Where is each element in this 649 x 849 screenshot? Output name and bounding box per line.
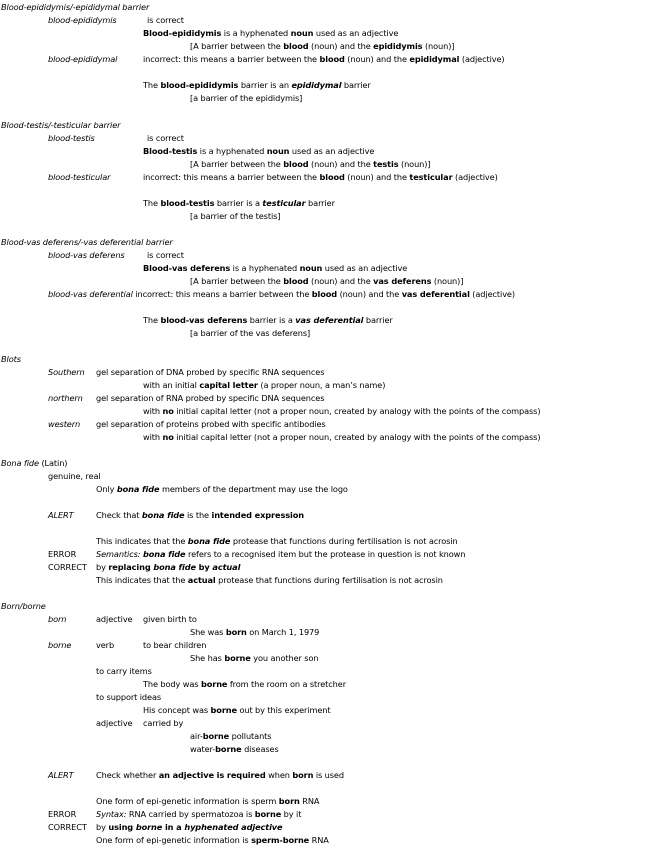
bold-word: blood-epididymis [160, 80, 239, 90]
bold-word: borne [200, 679, 228, 689]
text-run: by [96, 562, 109, 572]
text-run: Check that [96, 510, 142, 520]
bold-italic-word: bona fide [142, 549, 186, 559]
text-run: with an initial [143, 380, 200, 390]
bold-word: borne [210, 705, 237, 715]
bold-word: in a [162, 822, 185, 832]
text-run: (Latin) [38, 458, 68, 468]
fixed-line [96, 835, 329, 845]
bold-word: blood [311, 289, 338, 299]
text-run: out by this experiment [236, 705, 331, 715]
text-run: members of the department may use the logo [159, 484, 348, 494]
definition-carried-by: carried by [143, 718, 184, 728]
term-blood-vas-deferential: blood-vas deferential [48, 289, 133, 299]
bold-italic-word: actual [212, 562, 241, 572]
text-run: (noun)] [422, 41, 455, 51]
term-status: is correct [147, 15, 184, 25]
text-run: (noun) and the [308, 159, 374, 169]
example-gloss: [a barrier of the testis] [190, 211, 281, 221]
term-status: is correct [147, 250, 184, 260]
pos-born: adjective [96, 614, 133, 624]
bold-word: epididymal [409, 54, 460, 64]
bold-word: borne [202, 731, 230, 741]
text-run: barrier [341, 80, 371, 90]
text-run: She was [190, 627, 226, 637]
term-borne: borne [48, 640, 72, 650]
text-run: (adjective) [469, 289, 515, 299]
term-blood-epididymal: blood-epididymal [48, 54, 118, 64]
example-gloss: [a barrier of the epididymis] [190, 93, 303, 103]
text-run: is the [184, 510, 212, 520]
explanation-line [143, 28, 398, 38]
text-run: The body was [143, 679, 201, 689]
note-southern [143, 380, 385, 390]
bold-word: intended expression [211, 510, 304, 520]
italic-label: Semantics: [96, 549, 143, 559]
bold-italic-word: epididymal [291, 80, 342, 90]
correct-label: CORRECT [48, 822, 87, 832]
bold-term: Blood-epididymis [143, 28, 222, 38]
text-run: (a proper noun, a man’s name) [257, 380, 386, 390]
meaning: genuine, real [48, 471, 101, 481]
section-heading-bona-fide [1, 458, 67, 468]
text-run: used as an adjective [289, 146, 375, 156]
bold-italic-word: vas deferential [295, 315, 364, 325]
text-run: refers to a recognised item but the protease in question is not known [185, 549, 466, 559]
text-run: RNA [309, 835, 329, 845]
text-run: RNA carried by spermatozoa is [126, 809, 255, 819]
error-text [96, 809, 301, 819]
incorrect-line [143, 54, 505, 64]
explanation-line [143, 263, 407, 273]
example-line [143, 198, 335, 208]
error-text [96, 549, 465, 559]
bold-word: no [162, 406, 174, 416]
bold-italic-word: bona fide [116, 484, 160, 494]
text-run: barrier [363, 315, 393, 325]
bold-word: capital letter [199, 380, 258, 390]
bold-word: an adjective is required [158, 770, 266, 780]
bold-word: born [292, 770, 314, 780]
explanation-line [143, 146, 374, 156]
example-gloss: [a barrier of the vas deferens] [190, 328, 311, 338]
text-run: (adjective) [459, 54, 505, 64]
text-run: protease that functions during fertilisation is not acrosin [215, 575, 443, 585]
text-run: incorrect: this means a barrier between the [132, 289, 312, 299]
bold-word: testis [373, 159, 399, 169]
fixed-line [96, 575, 443, 585]
error-label: ERROR [48, 549, 77, 559]
bold-word: sperm-borne [251, 835, 310, 845]
text-run: protease that functions during fertilisation is not acrosin [230, 536, 458, 546]
text-run: with [143, 432, 163, 442]
text-run: is a hyphenated [197, 146, 267, 156]
example-line [143, 315, 393, 325]
bold-italic-word: bona fide [153, 562, 196, 572]
bold-word: noun [299, 263, 323, 273]
bold-word: borne [215, 744, 242, 754]
text-run: [A barrier between the [190, 159, 284, 169]
text-run: (noun)] [431, 276, 464, 286]
section-heading-blots: Blots [1, 354, 21, 364]
bold-italic-word: borne [135, 822, 163, 832]
text-run: incorrect: this means a barrier between the [143, 172, 320, 182]
term-blood-epididymis: blood-epididymis [48, 15, 117, 25]
text-run: when [265, 770, 293, 780]
text-run: One form of epi-genetic information is [96, 835, 252, 845]
term-western: western [48, 419, 81, 429]
text-run: initial capital letter (not a proper noun, created by analogy with the points of the compass) [173, 406, 541, 416]
term-blood-testicular: blood-testicular [48, 172, 111, 182]
pos-borne: verb [96, 640, 115, 650]
text-run: The [143, 315, 161, 325]
case-line [96, 536, 458, 546]
incorrect-row [48, 289, 515, 299]
example-bear-children [190, 653, 318, 663]
text-run: [A barrier between the [190, 41, 284, 51]
bold-word: blood-vas deferens [160, 315, 248, 325]
text-run: She has [190, 653, 225, 663]
text-run: (noun) and the [337, 289, 402, 299]
example-support [143, 705, 330, 715]
text-run: air- [190, 731, 203, 741]
text-run: barrier is a [214, 198, 263, 208]
definition-western: gel separation of proteins probed with specific antibodies [96, 419, 326, 429]
bold-italic-word: hyphenated adjective [184, 822, 283, 832]
bold-word: vas deferential [401, 289, 470, 299]
example-waterborne [190, 744, 279, 754]
text-run: barrier is a [247, 315, 296, 325]
example-airborne [190, 731, 271, 741]
section-heading-born-borne: Born/borne [1, 601, 46, 611]
bold-term: Blood-vas deferens [143, 263, 231, 273]
bold-word: testicular [409, 172, 453, 182]
bold-word: blood-testis [160, 198, 215, 208]
text-run: (noun)] [398, 159, 431, 169]
bold-word: using [108, 822, 136, 832]
text-run: RNA [299, 796, 320, 806]
bold-word: noun [290, 28, 314, 38]
term-blood-vas-deferens: blood-vas deferens [48, 250, 125, 260]
definition-support: to support ideas [96, 692, 162, 702]
bold-word: born [278, 796, 300, 806]
bold-italic-word: bona fide [187, 536, 231, 546]
text-run: is a hyphenated [230, 263, 300, 273]
alert-text [96, 770, 344, 780]
text-run: water- [190, 744, 216, 754]
section-heading-blood-epididymis: Blood-epididymis/-epididymal barrier [1, 2, 150, 12]
bold-word: borne [224, 653, 251, 663]
alert-label: ALERT [48, 770, 74, 780]
bold-italic-word: testicular [262, 198, 306, 208]
term-southern: Southern [48, 367, 85, 377]
text-run: incorrect: this means a barrier between the [143, 54, 320, 64]
text-run: you another son [250, 653, 319, 663]
text-run: (adjective) [452, 172, 498, 182]
text-run: barrier is an [238, 80, 292, 90]
text-run: Check whether [96, 770, 159, 780]
bold-word: blood [283, 41, 309, 51]
case-line [96, 796, 319, 806]
bold-word: by [195, 562, 213, 572]
correct-label: CORRECT [48, 562, 87, 572]
bold-word: actual [187, 575, 216, 585]
gloss-line [190, 276, 463, 286]
definition-born: given birth to [143, 614, 197, 624]
note-western [143, 432, 540, 442]
term-status: is correct [147, 133, 184, 143]
term-born: born [48, 614, 67, 624]
text-run: (noun) and the [308, 41, 374, 51]
text-run: The [143, 198, 161, 208]
text-run: (noun) and the [344, 54, 410, 64]
text-run: from the room on a stretcher [227, 679, 346, 689]
correct-text [96, 822, 283, 832]
note-northern [143, 406, 540, 416]
text-run: This indicates that the [96, 536, 188, 546]
bold-term: Blood-testis [143, 146, 198, 156]
text-run: (noun) and the [308, 276, 374, 286]
text-run: This indicates that the [96, 575, 188, 585]
example-carry [143, 679, 346, 689]
text-run: used as an adjective [322, 263, 408, 273]
text-run: The [143, 80, 161, 90]
text-run: One form of epi-genetic information is sperm [96, 796, 279, 806]
section-heading-blood-testis: Blood-testis/-testicular barrier [1, 120, 121, 130]
bold-word: borne [254, 809, 282, 819]
text-run: initial capital letter (not a proper noun, created by analogy with the points of the compass) [173, 432, 541, 442]
text-run: is a hyphenated [221, 28, 291, 38]
text-run: by it [281, 809, 302, 819]
incorrect-line [143, 172, 498, 182]
term-blood-testis: blood-testis [48, 133, 95, 143]
bold-word: blood [283, 159, 309, 169]
bold-word: vas deferens [373, 276, 432, 286]
error-label: ERROR [48, 809, 77, 819]
bold-italic-word: bona fide [141, 510, 185, 520]
example-line [96, 484, 348, 494]
bold-word: born [225, 627, 247, 637]
definition-northern: gel separation of RNA probed by specific DNA sequences [96, 393, 325, 403]
gloss-line [190, 159, 430, 169]
text-run: (noun) and the [344, 172, 410, 182]
text-run: barrier [305, 198, 335, 208]
text-run: diseases [241, 744, 279, 754]
gloss-line [190, 41, 454, 51]
bold-word: no [162, 432, 174, 442]
text-run: [A barrier between the [190, 276, 284, 286]
text-run: used as an adjective [313, 28, 399, 38]
text-run: on March 1, 1979 [246, 627, 320, 637]
bold-word: epididymis [373, 41, 423, 51]
text-run: by [96, 822, 109, 832]
example-born [190, 627, 319, 637]
section-heading-blood-vas-deferens: Blood-vas deferens/-vas deferential barrier [1, 237, 173, 247]
pos-adjective: adjective [96, 718, 133, 728]
text-run: Only [96, 484, 117, 494]
bold-word: blood [283, 276, 309, 286]
text-run: His concept was [143, 705, 211, 715]
definition-carry: to carry items [96, 666, 152, 676]
bold-word: blood [319, 172, 345, 182]
text-run: with [143, 406, 163, 416]
term-northern: northern [48, 393, 83, 403]
text-run: pollutants [229, 731, 272, 741]
bold-word: blood [319, 54, 345, 64]
italic-label: Syntax: [96, 809, 127, 819]
alert-label: ALERT [48, 510, 74, 520]
correct-text [96, 562, 240, 572]
definition-southern: gel separation of DNA probed by specific RNA sequences [96, 367, 325, 377]
bold-word: replacing [108, 562, 154, 572]
bold-word: noun [266, 146, 290, 156]
heading-term: Bona fide [1, 458, 39, 468]
definition-bear-children: to bear children [143, 640, 207, 650]
text-run: is used [313, 770, 344, 780]
example-line [143, 80, 371, 90]
alert-text [96, 510, 304, 520]
